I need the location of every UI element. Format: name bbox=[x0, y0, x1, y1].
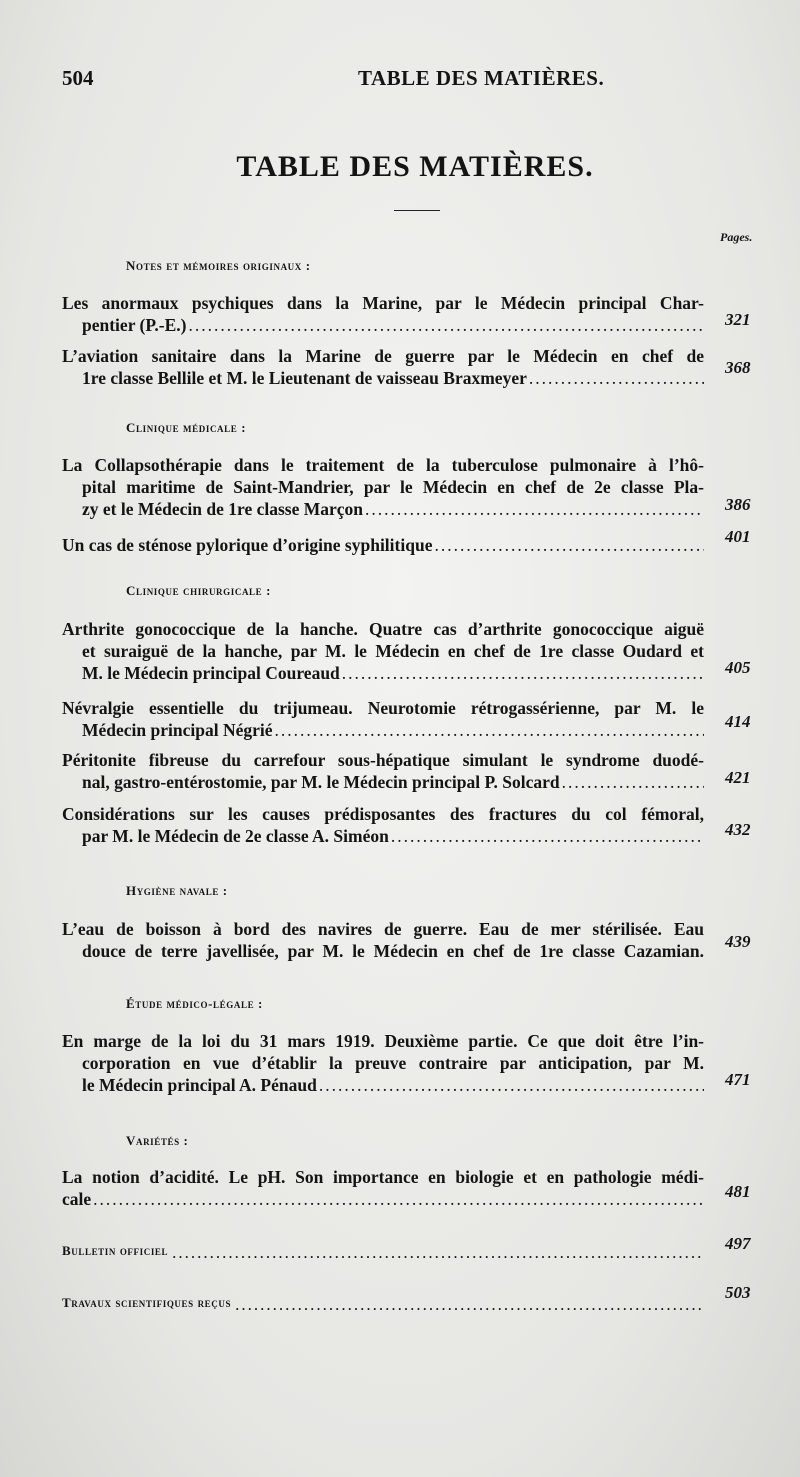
leader-dots bbox=[391, 825, 704, 847]
leader-dots bbox=[275, 719, 704, 741]
page-ref: 321 bbox=[725, 310, 751, 329]
toc-entry bbox=[62, 803, 704, 847]
entry-text: M. le Médecin principal Coureaud bbox=[82, 663, 340, 683]
toc-entry bbox=[62, 1030, 704, 1096]
entry-text: le Médecin principal A. Pénaud bbox=[82, 1075, 317, 1095]
page-ref: 432 bbox=[725, 820, 751, 839]
entry-line: Névralgie essentielle du trijumeau. Neurotomie rétrogassérienne, par M. le bbox=[62, 698, 704, 718]
entry-line: Arthrite gonococcique de la hanche. Quatre cas d’arthrite gonococcique aiguë bbox=[62, 619, 704, 639]
page-ref: 414 bbox=[725, 712, 751, 731]
pages-column-label: Pages. bbox=[720, 230, 753, 244]
leader-dots bbox=[434, 534, 704, 556]
leader-dots bbox=[562, 771, 704, 793]
leader-dots bbox=[365, 498, 704, 520]
page-ref: 471 bbox=[725, 1070, 751, 1089]
page-ref: 401 bbox=[725, 527, 751, 546]
entry-line-last bbox=[62, 771, 704, 793]
entry-line: douce de terre javellisée, par M. le Médecin en chef de 1re classe Cazamian. bbox=[82, 941, 704, 961]
page-ref: 503 bbox=[725, 1283, 751, 1302]
toc-entry-travaux bbox=[62, 1295, 704, 1315]
leader-dots bbox=[342, 662, 704, 684]
entry-line: La notion d’acidité. Le pH. Son importance en biologie et en pathologie médi- bbox=[62, 1167, 704, 1187]
entry-text: zy et le Médecin de 1re classe Marçon bbox=[82, 499, 364, 519]
entry-text: par M. le Médecin de 2e classe A. Siméon bbox=[82, 826, 389, 846]
leader-dots bbox=[529, 367, 704, 389]
page-ref: 421 bbox=[725, 768, 751, 787]
entry-label: Bulletin officiel bbox=[62, 1243, 169, 1258]
toc-entry bbox=[62, 618, 704, 684]
entry-line: Les anormaux psychiques dans la Marine, par le Médecin principal Char- bbox=[62, 293, 704, 313]
entry-line-last bbox=[62, 1074, 704, 1096]
entry-line: La Collapsothérapie dans le traitement de la tuberculose pulmonaire à l’hô- bbox=[62, 455, 704, 475]
entry-line-last bbox=[62, 314, 704, 336]
running-title: TABLE DES MATIÈRES. bbox=[358, 66, 605, 90]
leader-dots bbox=[235, 1295, 704, 1315]
section-heading: Notes et mémoires originaux : bbox=[126, 258, 311, 273]
toc-entry bbox=[62, 292, 704, 336]
section-heading: Clinique chirurgicale : bbox=[126, 583, 272, 598]
entry-line-last bbox=[62, 719, 704, 741]
toc-entry bbox=[62, 749, 704, 793]
section-heading: Variétés : bbox=[126, 1133, 189, 1148]
section-heading: Clinique médicale : bbox=[126, 420, 247, 435]
entry-line-last bbox=[62, 825, 704, 847]
title-rule bbox=[394, 210, 440, 211]
page-ref: 386 bbox=[725, 495, 751, 514]
toc-entry bbox=[62, 345, 704, 389]
leader-dots bbox=[93, 1188, 704, 1210]
page-ref: 368 bbox=[725, 358, 751, 377]
entry-text: cale bbox=[62, 1189, 92, 1209]
entry-line-last bbox=[62, 498, 704, 520]
leader-dots bbox=[172, 1243, 704, 1263]
entry-text: 1re classe Bellile et M. le Lieutenant de vaisseau Braxmeyer bbox=[82, 368, 527, 388]
entry-text: nal, gastro-entérostomie, par M. le Médecin principal P. Solcard bbox=[82, 772, 560, 792]
entry-line: L’aviation sanitaire dans la Marine de guerre par le Médecin en chef de bbox=[62, 346, 704, 366]
running-header bbox=[62, 66, 722, 96]
page-ref: 497 bbox=[725, 1234, 751, 1253]
page-ref: 481 bbox=[725, 1182, 751, 1201]
toc-entry bbox=[62, 1166, 704, 1210]
toc-entry bbox=[62, 697, 704, 741]
page-ref: 439 bbox=[725, 932, 751, 951]
entry-text: Un cas de sténose pylorique d’origine syphilitique bbox=[62, 535, 433, 555]
entry-label: Travaux scientifiques reçus bbox=[62, 1295, 232, 1310]
leader-dots bbox=[319, 1074, 704, 1096]
page-ref: 405 bbox=[725, 658, 751, 677]
page-number: 504 bbox=[62, 66, 94, 90]
section-heading: Hygiène navale : bbox=[126, 883, 228, 898]
page-title: TABLE DES MATIÈRES. bbox=[236, 150, 594, 183]
entry-line: Péritonite fibreuse du carrefour sous-hépatique simulant le syndrome duodé- bbox=[62, 750, 704, 770]
toc-entry bbox=[62, 534, 704, 556]
entry-line-last bbox=[62, 367, 704, 389]
toc-entry bbox=[62, 918, 704, 962]
entry-line-last bbox=[62, 1188, 704, 1210]
entry-line: L’eau de boisson à bord des navires de guerre. Eau de mer stérilisée. Eau bbox=[62, 919, 704, 939]
toc-entry bbox=[62, 454, 704, 520]
entry-text: pentier (P.-E.) bbox=[82, 315, 187, 335]
entry-line-last bbox=[62, 534, 704, 556]
entry-line: et suraiguë de la hanche, par M. le Médecin en chef de 1re classe Oudard et bbox=[82, 641, 704, 661]
entry-line: Considérations sur les causes prédisposantes des fractures du col fémoral, bbox=[62, 804, 704, 824]
leader-dots bbox=[189, 314, 704, 336]
entry-line: corporation en vue d’établir la preuve contraire par anticipation, par M. bbox=[82, 1053, 704, 1073]
entry-text: Médecin principal Négrié bbox=[82, 720, 273, 740]
entry-line: En marge de la loi du 31 mars 1919. Deuxième partie. Ce que doit être l’in- bbox=[62, 1031, 704, 1051]
toc-entry-bulletin bbox=[62, 1243, 704, 1263]
entry-line: pital maritime de Saint-Mandrier, par le Médecin en chef de 2e classe Pla- bbox=[82, 477, 704, 497]
section-heading: Étude médico-légale : bbox=[126, 996, 263, 1011]
entry-line-last bbox=[62, 662, 704, 684]
